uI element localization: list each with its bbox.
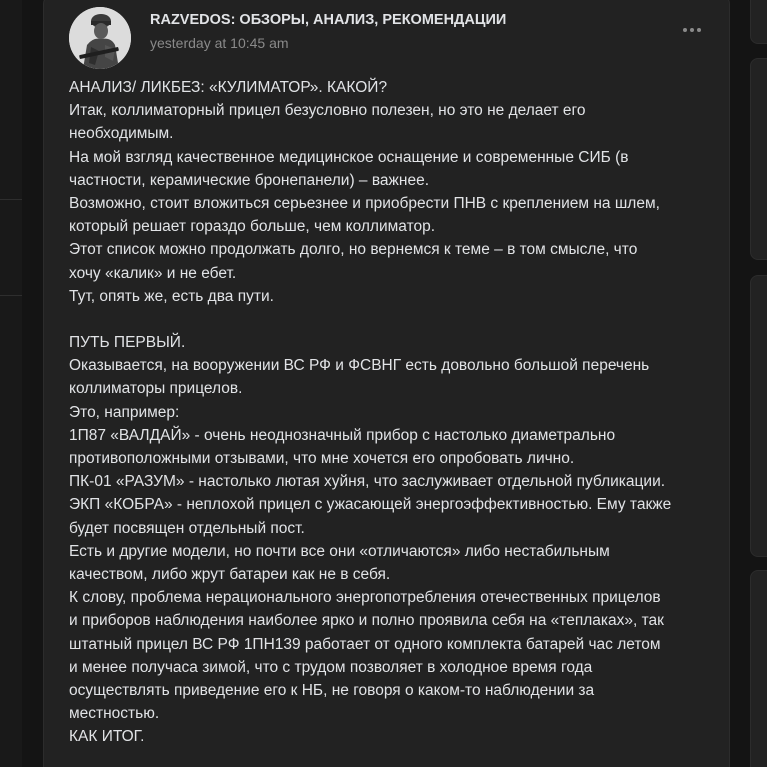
right-card — [750, 570, 767, 767]
post-text-line — [69, 308, 719, 331]
right-card — [750, 58, 767, 260]
post-text-line: осуществлять приведение его к НБ, не говоря о каком-то наблюдении за — [69, 681, 595, 699]
post-text — [69, 76, 719, 748]
post-text-line: качеством, либо жрут батареи как не в себя. — [69, 565, 391, 583]
post-text-line: и приборов наблюдения наиболее ярко и полно проявила себя на «теплаках», так — [69, 612, 664, 630]
post-card — [43, 0, 730, 767]
sidebar-divider — [0, 199, 22, 200]
post-timestamp[interactable]: yesterday at 10:45 am — [150, 35, 289, 51]
post-text-line: Возможно, стоит вложиться серьезнее и приобрести ПНВ с креплением на шлем, — [69, 194, 660, 212]
post-text-line: который решает гораздо больше, чем коллиматор. — [69, 218, 436, 236]
right-card — [750, 0, 767, 44]
post-text-line: На мой взгляд качественное медицинское оснащение и современные СИБ (в — [69, 148, 629, 166]
right-card — [750, 275, 767, 557]
more-dots-icon[interactable] — [680, 24, 704, 36]
post-text-line: хочу «калик» и не ебет. — [69, 264, 237, 282]
post-text-line: ПК-01 «РАЗУМ» - настолько лютая хуйня, что заслуживает отдельной публикации. — [69, 473, 666, 491]
dot — [683, 28, 687, 32]
channel-name[interactable]: RAZVEDOS: ОБЗОРЫ, АНАЛИЗ, РЕКОМЕНДАЦИИ — [150, 12, 507, 28]
post-text-line: необходимым. — [69, 125, 174, 143]
post-text-line: частности, керамические бронепанели) – важнее. — [69, 171, 430, 189]
post-text-line: Этот список можно продолжать долго, но вернемся к теме – в том смысле, что — [69, 241, 638, 259]
post-text-line: Есть и другие модели, но почти все они «отличаются» либо нестабильным — [69, 542, 610, 560]
post-text-line: будет посвящен отдельный пост. — [69, 519, 305, 537]
post-text-line: ПУТЬ ПЕРВЫЙ. — [69, 334, 186, 352]
post-text-line: штатный прицел ВС РФ 1ПН139 работает от одного комплекта батарей час летом — [69, 635, 661, 653]
post-text-line: и менее получаса зимой, что с трудом позволяет в холодное время года — [69, 658, 593, 676]
post-text-line: Итак, коллиматорный прицел безусловно полезен, но это не делает его — [69, 102, 586, 120]
post-text-line: ЭКП «КОБРА» - неплохой прицел с ужасающей энергоэффективностью. Ему также — [69, 496, 672, 514]
left-sidebar — [0, 0, 22, 767]
post-text-line: Это, например: — [69, 403, 180, 421]
post-text-line: К слову, проблема нерационального энергопотребления отечественных прицелов — [69, 589, 661, 607]
post-text-line: Тут, опять же, есть два пути. — [69, 287, 274, 305]
sidebar-divider — [0, 295, 22, 296]
dot — [690, 28, 694, 32]
post-text-line: коллиматоры прицелов. — [69, 380, 243, 398]
post-text-line: противоположными отзывами, что мне хочется его опробовать лично. — [69, 450, 575, 467]
post-text-line: Оказывается, на вооружении ВС РФ и ФСВНГ есть довольно большой перечень — [69, 357, 650, 375]
dot — [697, 28, 701, 32]
post-text-line: КАК ИТОГ. — [69, 728, 145, 746]
post-text-line: 1П87 «ВАЛДАЙ» - очень неоднозначный прибор с настолько диаметрально — [69, 426, 616, 444]
post-text-line: местностью. — [69, 705, 160, 723]
post-text-line: АНАЛИЗ/ ЛИКБЕЗ: «КУЛИМАТОР». КАКОЙ? — [69, 79, 388, 96]
soldier-avatar-icon[interactable] — [69, 7, 131, 69]
